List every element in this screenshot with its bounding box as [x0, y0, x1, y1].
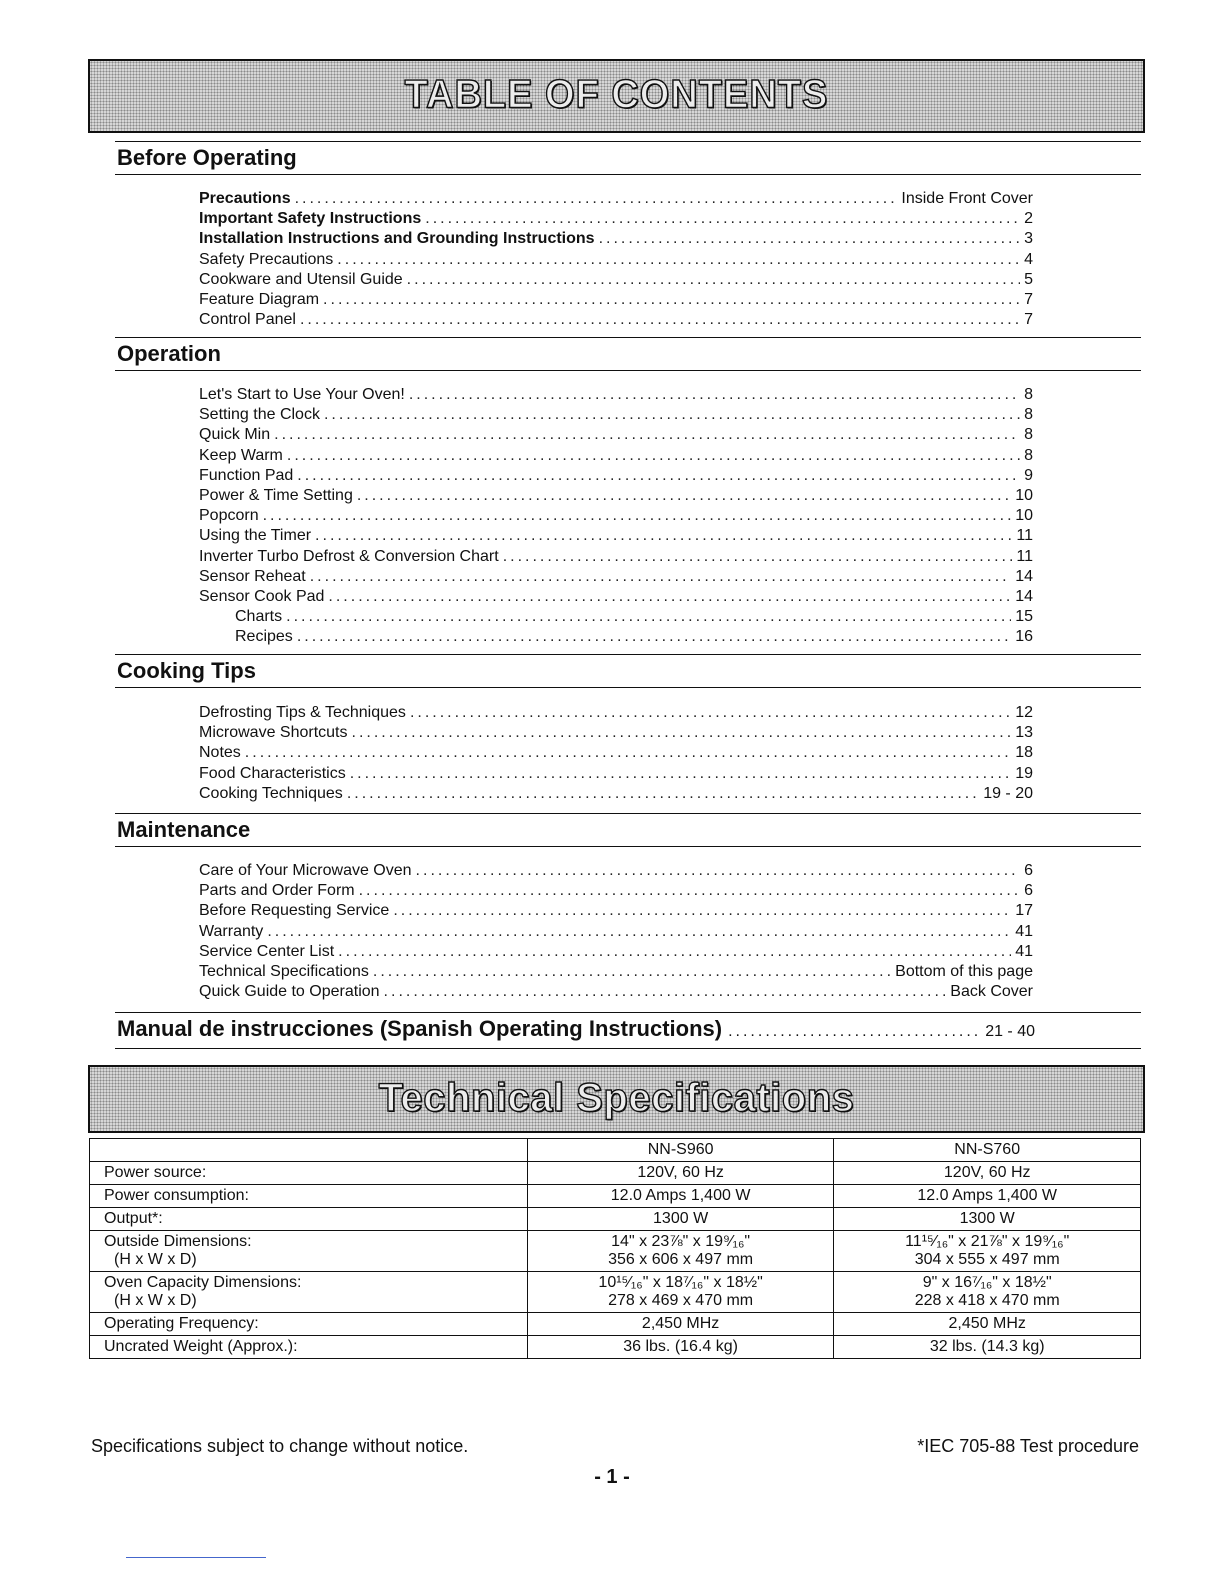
toc-entry-page: 7	[1024, 311, 1033, 329]
section-entries-operation	[199, 386, 1033, 648]
specs-row	[90, 1231, 1141, 1272]
spec-label-cell	[90, 1272, 528, 1313]
toc-entry-page: 10	[1015, 486, 1033, 504]
dot-leader	[315, 527, 1012, 545]
toc-entry-title: Quick Min	[199, 426, 271, 444]
dot-leader	[393, 902, 1011, 920]
toc-entry	[199, 527, 1033, 547]
toc-entry-title: Service Center List	[199, 942, 335, 960]
spec-value-cell	[527, 1272, 834, 1313]
spec-value-cell	[527, 1231, 834, 1272]
toc-entry-page: 14	[1015, 567, 1033, 585]
toc-entry-page: Back Cover	[950, 983, 1033, 1001]
toc-entry-page: 12	[1015, 704, 1033, 721]
footnote-notice: Specifications subject to change without notice.	[91, 1436, 469, 1456]
dot-leader	[245, 744, 1011, 762]
section-entries-maintenance	[199, 862, 1033, 1003]
toc-entry	[199, 568, 1033, 588]
spec-value-cell	[834, 1272, 1141, 1313]
dot-leader	[352, 724, 1012, 742]
section-heading-operation: Operation	[115, 337, 1141, 371]
toc-entry-title: Defrosting Tips & Techniques	[199, 704, 406, 721]
toc-entry	[199, 943, 1033, 963]
toc-entry	[199, 963, 1033, 983]
model-name: NN-S960	[527, 1139, 834, 1162]
toc-entry-title: Food Characteristics	[199, 764, 346, 782]
toc-entry-page: 8	[1024, 426, 1033, 444]
toc-title-banner	[88, 59, 1145, 133]
toc-entry	[199, 548, 1033, 568]
dot-leader	[347, 785, 979, 803]
toc-entry	[199, 785, 1033, 805]
dot-leader	[338, 943, 1011, 961]
dot-leader	[425, 210, 1020, 228]
toc-entry	[199, 724, 1033, 744]
toc-entry	[199, 467, 1033, 487]
dot-leader	[324, 406, 1020, 424]
specs-title: Technical Specifications	[378, 1076, 855, 1120]
spec-value-cell	[527, 1162, 834, 1185]
toc-entry	[199, 426, 1033, 446]
toc-entry	[199, 291, 1033, 311]
toc-entry-title: Technical Specifications	[199, 962, 369, 980]
toc-entry	[199, 210, 1033, 230]
spec-label-cell	[90, 1185, 528, 1208]
toc-entry-page: 3	[1024, 230, 1033, 248]
toc-entry-title: Popcorn	[199, 507, 259, 525]
toc-entry-page: 19	[1015, 764, 1033, 782]
toc-entry	[199, 902, 1033, 922]
toc-entry-title: Setting the Clock	[199, 406, 320, 424]
spec-label-sub: (H x W x D)	[114, 1292, 197, 1309]
toc-entry	[199, 983, 1033, 1003]
toc-entry	[199, 704, 1033, 724]
dot-leader	[503, 548, 1013, 566]
toc-entry-title: Keep Warm	[199, 446, 283, 464]
spec-label-cell	[90, 1162, 528, 1185]
specs-header-blank	[90, 1139, 528, 1162]
section-entries-before-operating	[199, 190, 1033, 331]
spec-label-cell	[90, 1231, 528, 1272]
toc-entry-title: Care of Your Microwave Oven	[199, 862, 412, 879]
dot-leader	[287, 447, 1020, 465]
toc-entry	[199, 588, 1033, 608]
dot-leader	[350, 765, 1011, 783]
specs-row	[90, 1185, 1141, 1208]
dot-leader	[409, 386, 1020, 404]
spec-value-cell	[527, 1208, 834, 1231]
toc-entry	[199, 251, 1033, 271]
toc-entry-page: 5	[1024, 270, 1033, 288]
footnote-test-procedure: *IEC 705-88 Test procedure	[917, 1436, 1139, 1456]
spec-value-cell	[834, 1162, 1141, 1185]
spanish-page: 21 - 40	[985, 1023, 1035, 1040]
dot-leader	[373, 963, 891, 981]
spec-label: Operating Frequency:	[104, 1315, 259, 1332]
dot-leader	[310, 568, 1011, 586]
toc-entry	[199, 230, 1033, 250]
spec-label: Uncrated Weight (Approx.):	[104, 1338, 298, 1355]
toc-entry-page: 8	[1024, 386, 1033, 403]
dot-leader	[337, 251, 1020, 269]
spec-value: 10¹⁵⁄₁₆" x 18⁷⁄₁₆" x 18½"	[598, 1274, 763, 1291]
toc-entry-page: 10	[1015, 507, 1033, 525]
toc-entry	[199, 923, 1033, 943]
toc-entry-title: Precautions	[199, 190, 291, 207]
spec-value-cell	[834, 1313, 1141, 1336]
spec-value-metric: 304 x 555 x 497 mm	[914, 1251, 1060, 1268]
spec-value: 32 lbs. (14.3 kg)	[929, 1338, 1045, 1355]
spec-label: Power source:	[104, 1164, 207, 1181]
spec-value-metric: 228 x 418 x 470 mm	[914, 1292, 1060, 1309]
toc-entry	[199, 487, 1033, 507]
spec-label: Power consumption:	[104, 1187, 249, 1204]
toc-entry-page: 17	[1015, 902, 1033, 920]
toc-entry-page: 16	[1015, 628, 1033, 646]
toc-entry-title: Parts and Order Form	[199, 882, 355, 900]
toc-entry	[199, 628, 1033, 648]
toc-entry	[199, 608, 1033, 628]
spec-value-metric: 278 x 469 x 470 mm	[608, 1292, 754, 1309]
toc-entry-title: Sensor Cook Pad	[199, 587, 325, 605]
spec-value: 2,450 MHz	[641, 1315, 720, 1332]
toc-entry-page: 18	[1015, 744, 1033, 762]
toc-entry-page: 6	[1024, 882, 1033, 900]
spec-value-cell	[527, 1185, 834, 1208]
toc-entry-page: 14	[1015, 587, 1033, 605]
toc-entry	[199, 386, 1033, 406]
page-number: - 1 -	[594, 1466, 630, 1488]
spec-label: Output*:	[104, 1210, 163, 1227]
toc-entry-page: 11	[1016, 527, 1033, 545]
specs-row	[90, 1272, 1141, 1313]
section-heading-spanish	[115, 1012, 1141, 1049]
spec-value-metric: 356 x 606 x 497 mm	[608, 1251, 754, 1268]
toc-entry-page: 6	[1024, 862, 1033, 879]
specs-title-banner	[88, 1065, 1145, 1133]
dot-leader	[297, 467, 1020, 485]
dot-leader	[359, 882, 1020, 900]
toc-entry-title: Let's Start to Use Your Oven!	[199, 386, 405, 403]
toc-entry	[199, 406, 1033, 426]
toc-entry-page: 15	[1015, 608, 1033, 626]
spec-value-cell	[834, 1208, 1141, 1231]
section-heading-cooking-tips: Cooking Tips	[115, 654, 1141, 688]
toc-entry	[199, 862, 1033, 882]
toc-entry-page: 7	[1024, 290, 1033, 308]
toc-entry-page: 2	[1024, 210, 1033, 228]
spanish-dot-leader	[728, 1016, 981, 1048]
toc-entry-title: Before Requesting Service	[199, 902, 390, 920]
specs-header-row	[90, 1139, 1141, 1162]
toc-entry-title: Recipes	[235, 628, 293, 646]
dot-leader	[410, 704, 1011, 722]
dot-leader	[407, 271, 1020, 289]
specs-row	[90, 1313, 1141, 1336]
toc-entry	[199, 765, 1033, 785]
dot-leader	[286, 608, 1011, 626]
spec-value: 1300 W	[653, 1210, 709, 1227]
toc-entry-title: Installation Instructions and Grounding Instructions	[199, 230, 595, 248]
spec-value: 36 lbs. (16.4 kg)	[623, 1338, 738, 1355]
specs-table	[89, 1138, 1141, 1359]
dot-leader	[384, 983, 947, 1001]
toc-entry-title: Power & Time Setting	[199, 486, 353, 504]
toc-entry-title: Cookware and Utensil Guide	[199, 270, 403, 288]
spec-value: 120V, 60 Hz	[943, 1164, 1031, 1181]
spec-label-sub: (H x W x D)	[114, 1251, 197, 1268]
toc-entry-title: Safety Precautions	[199, 250, 334, 268]
dot-leader	[274, 426, 1020, 444]
toc-entry-title: Using the Timer	[199, 527, 312, 545]
toc-entry-page: 41	[1015, 942, 1033, 960]
section-heading-before-operating: Before Operating	[115, 141, 1141, 175]
toc-entry-title: Warranty	[199, 922, 264, 940]
toc-entry	[199, 744, 1033, 764]
toc-entry-page: 9	[1024, 466, 1033, 484]
spec-value: 9" x 16⁷⁄₁₆" x 18½"	[922, 1274, 1052, 1291]
divider	[126, 1557, 266, 1558]
toc-entry-page: 8	[1024, 446, 1033, 464]
toc-entry-title: Function Pad	[199, 466, 294, 484]
toc-entry-title: Feature Diagram	[199, 290, 320, 308]
dot-leader	[328, 588, 1011, 606]
section-heading-maintenance: Maintenance	[115, 813, 1141, 847]
dot-leader	[599, 230, 1021, 248]
spec-label: Oven Capacity Dimensions:	[104, 1274, 302, 1291]
toc-entry-page: 19 - 20	[983, 784, 1033, 802]
dot-leader	[300, 311, 1020, 329]
toc-entry-title: Microwave Shortcuts	[199, 724, 348, 742]
dot-leader	[297, 628, 1011, 646]
specs-row	[90, 1208, 1141, 1231]
spec-value-cell	[834, 1185, 1141, 1208]
toc-entry-page: Inside Front Cover	[901, 190, 1033, 207]
specs-row	[90, 1336, 1141, 1359]
spec-value-cell	[834, 1231, 1141, 1272]
toc-entry-page: Bottom of this page	[895, 962, 1033, 980]
spec-value-cell	[527, 1336, 834, 1359]
toc-entry-title: Notes	[199, 744, 241, 762]
toc-entry-page: 8	[1024, 406, 1033, 424]
toc-entry	[199, 271, 1033, 291]
spec-label-cell	[90, 1208, 528, 1231]
spec-value: 12.0 Amps 1,400 W	[610, 1187, 751, 1204]
toc-entry	[199, 447, 1033, 467]
toc-title: TABLE OF CONTENTS	[404, 72, 829, 118]
spec-value: 120V, 60 Hz	[637, 1164, 724, 1181]
spec-value: 11¹⁵⁄₁₆" x 21⅞" x 19⁹⁄₁₆"	[905, 1233, 1070, 1250]
spec-label: Outside Dimensions:	[104, 1233, 252, 1250]
spec-label-cell	[90, 1313, 528, 1336]
spec-value: 1300 W	[959, 1210, 1015, 1227]
toc-entry-title: Important Safety Instructions	[199, 210, 422, 228]
toc-entry-page: 4	[1024, 250, 1033, 268]
toc-entry-page: 11	[1016, 547, 1033, 565]
spec-label-cell	[90, 1336, 528, 1359]
toc-entry	[199, 190, 1033, 210]
spec-value: 2,450 MHz	[948, 1315, 1026, 1332]
toc-entry-title: Inverter Turbo Defrost & Conversion Chart	[199, 547, 499, 565]
toc-entry	[199, 882, 1033, 902]
spec-value-cell	[834, 1336, 1141, 1359]
spec-value: 12.0 Amps 1,400 W	[917, 1187, 1058, 1204]
spec-value: 14" x 23⅞" x 19⁹⁄₁₆"	[611, 1233, 751, 1250]
toc-entry-title: Charts	[235, 608, 283, 626]
toc-entry-title: Quick Guide to Operation	[199, 983, 380, 1001]
toc-entry-title: Control Panel	[199, 311, 296, 329]
toc-entry-page: 41	[1015, 922, 1033, 940]
toc-entry-title: Sensor Reheat	[199, 567, 306, 585]
dot-leader	[267, 923, 1011, 941]
dot-leader	[323, 291, 1020, 309]
section-entries-cooking-tips	[199, 704, 1033, 805]
spec-value-cell	[527, 1313, 834, 1336]
toc-entry-title: Cooking Techniques	[199, 784, 343, 802]
dot-leader	[357, 487, 1011, 505]
toc-entry-page: 13	[1015, 724, 1033, 742]
dot-leader	[416, 862, 1021, 880]
spanish-title: Manual de instrucciones (Spanish Operating Instructions)	[117, 1016, 723, 1041]
toc-entry	[199, 311, 1033, 331]
dot-leader	[295, 190, 898, 208]
toc-entry	[199, 507, 1033, 527]
specs-row	[90, 1162, 1141, 1185]
model-name: NN-S760	[834, 1139, 1141, 1162]
dot-leader	[263, 507, 1012, 525]
